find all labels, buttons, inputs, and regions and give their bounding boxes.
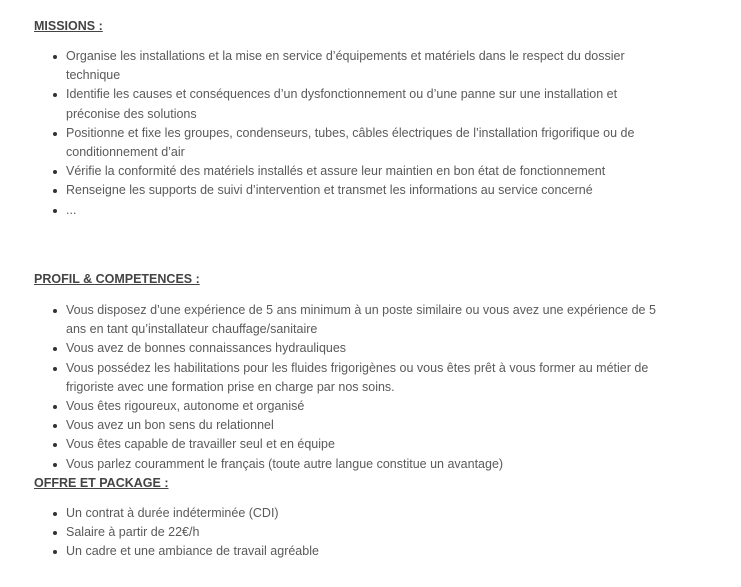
offre-list [34, 504, 666, 562]
list-item: Vérifie la conformité des matériels installés et assure leur maintien en bon état de fonctionnement [66, 162, 666, 181]
list-item: Vous êtes capable de travailler seul et en équipe [66, 435, 666, 454]
list-item: Vous avez de bonnes connaissances hydrauliques [66, 339, 666, 358]
list-item: Un contrat à durée indéterminée (CDI) [66, 504, 666, 523]
list-item: Organise les installations et la mise en service d’équipements et matériels dans le respect du dossier technique [66, 47, 666, 85]
list-item: Positionne et fixe les groupes, condenseurs, tubes, câbles électriques de l’installation frigorifique ou de conditionnement d’air [66, 124, 666, 162]
list-item: Vous disposez d’une expérience de 5 ans minimum à un poste similaire ou vous avez une expérience de 5 ans en tant qu’installateur chauffage/sanitaire [66, 301, 666, 339]
section-title-profil: PROFIL & COMPETENCES : [34, 272, 200, 286]
profil-list [34, 301, 666, 474]
list-item: Identifie les causes et conséquences d’un dysfonctionnement ou d’une panne sur une installation et préconise des solutions [66, 85, 666, 123]
list-item: Un cadre et une ambiance de travail agréable [66, 542, 666, 561]
list-item: Salaire à partir de 22€/h [66, 523, 666, 542]
list-item: Vous parlez couramment le français (toute autre langue constitue un avantage) [66, 455, 666, 474]
list-item: Vous possédez les habilitations pour les fluides frigorigènes ou vous êtes prêt à vous former au métier de frigoriste avec une formation prise en charge par nos soins. [66, 359, 666, 397]
section-title-offre: OFFRE ET PACKAGE : [34, 476, 169, 490]
list-item: Renseigne les supports de suivi d’intervention et transmet les informations au service concerné [66, 181, 666, 200]
list-item: Vous avez un bon sens du relationnel [66, 416, 666, 435]
section-title-missions: MISSIONS : [34, 19, 103, 33]
list-item: Vous êtes rigoureux, autonome et organisé [66, 397, 666, 416]
list-item: ... [66, 201, 666, 220]
missions-list [34, 47, 666, 220]
